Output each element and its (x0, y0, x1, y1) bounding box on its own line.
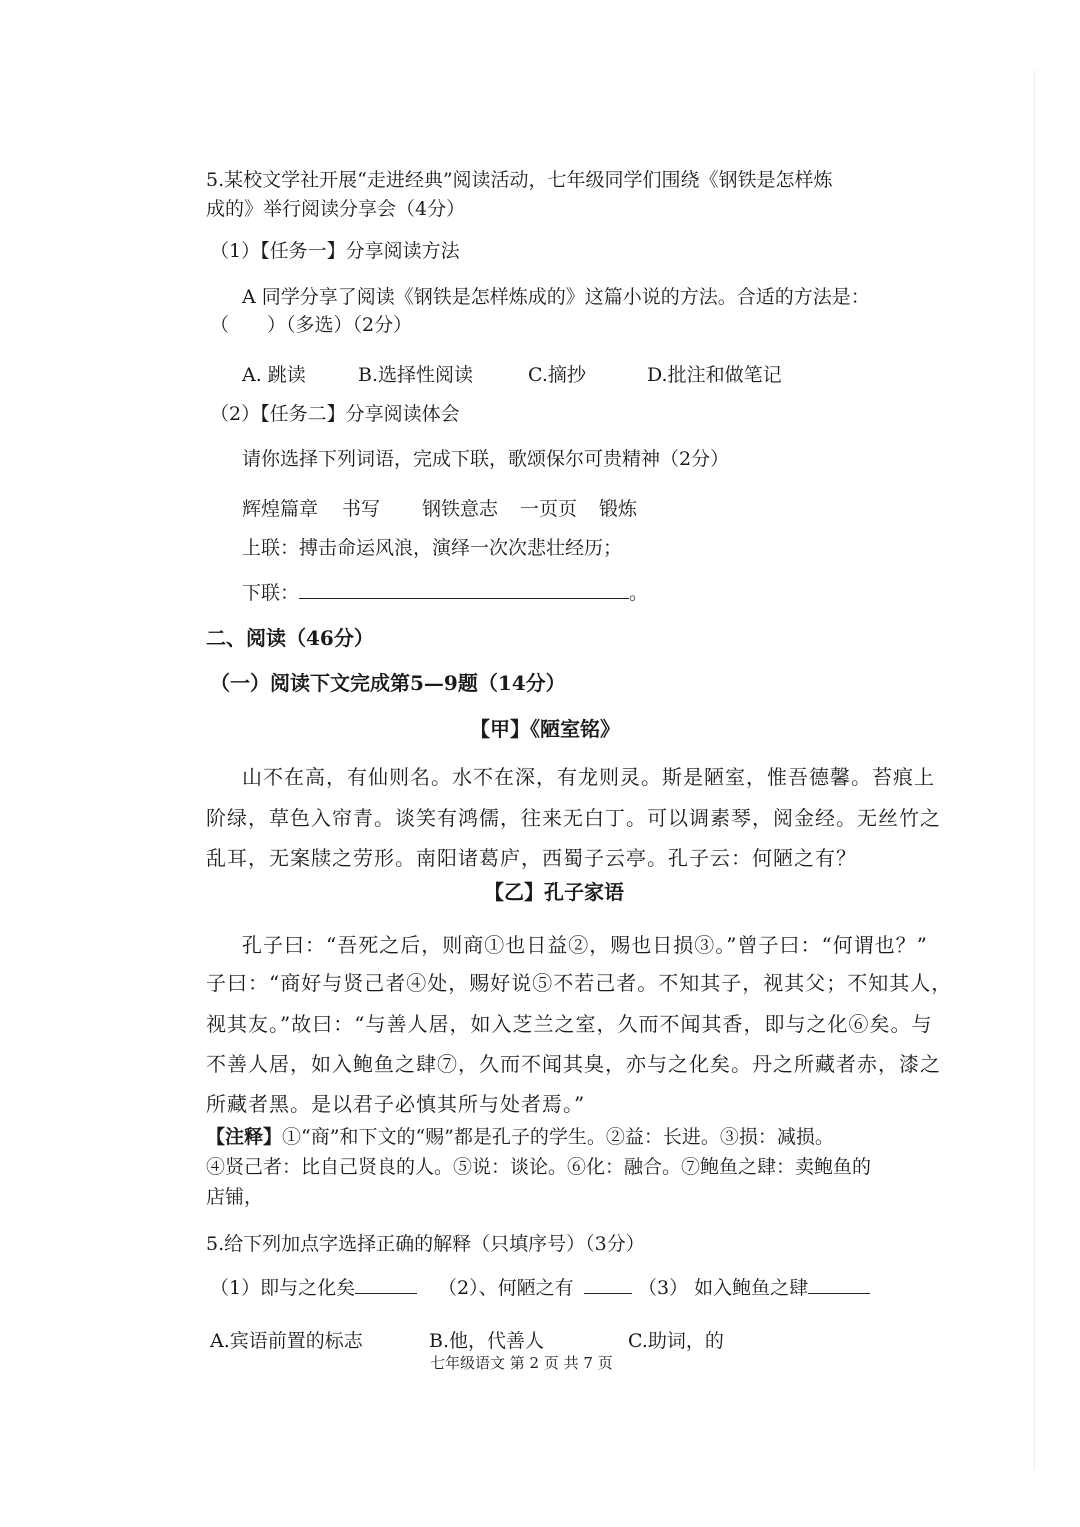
task2-instruction: 请你选择下列词语，完成下联，歌颂保尔可贵精神（2分） (242, 448, 730, 470)
notes-line1-text: ①“商”和下文的“赐”都是孔子的学生。②益：长进。③损：减损。 (282, 1126, 834, 1148)
scan-edge-line (1034, 70, 1035, 1470)
task2-heading: （2）【任务二】分享阅读体会 (210, 403, 460, 425)
section2-title: 二、阅读（46分） (206, 626, 374, 650)
q5-item2-blank[interactable] (584, 1292, 632, 1294)
word-option-2: 书写 (342, 498, 381, 520)
q5-option-b: B.他，代善人 (429, 1330, 545, 1352)
section2-part1: （一）阅读下文完成第5—9题（14分） (210, 671, 566, 695)
q5-item3-blank[interactable] (808, 1292, 870, 1294)
q5-item2-label: （2）、何陋之有 (438, 1277, 574, 1299)
word-option-3: 钢铁意志 (422, 498, 499, 520)
text-yi-line3: 视其友。”故曰：“与善人居，如入芝兰之室，久而不闻其香，即与之化⑥矣。与 (206, 1012, 933, 1036)
task1-heading: （1）【任务一】分享阅读方法 (210, 240, 460, 262)
task1-question-line2: （ ）（多选）（2分） (210, 314, 413, 336)
q5-item3-label: （3） 如入鲍鱼之肆 (638, 1277, 809, 1299)
q5-option-c: C.助词，的 (628, 1330, 724, 1352)
notes-line3: 店铺， (206, 1186, 264, 1208)
task1-option-b: B.选择性阅读 (358, 364, 474, 386)
q5-prompt: 5.给下列加点字选择正确的解释（只填序号）（3分） (206, 1233, 645, 1255)
q5-item1-blank[interactable] (355, 1292, 417, 1294)
word-option-1: 辉煌篇章 (242, 498, 319, 520)
text-jia-title: 【甲】《陋室铭》 (470, 717, 620, 741)
text-jia-line2: 阶绿，草色入帘青。谈笑有鸿儒，往来无白丁。可以调素琴，阅金经。无丝竹之 (206, 806, 941, 830)
text-yi-line5: 所藏者黑。是以君子必慎其所与处者焉。” (206, 1092, 586, 1116)
notes-label: 【注释】 (206, 1126, 283, 1148)
notes-line1 (206, 1128, 834, 1147)
couplet-lower (242, 584, 648, 603)
task1-option-d: D.批注和做笔记 (647, 364, 782, 386)
text-yi-line1: 孔子曰：“吾死之后，则商①也日益②，赐也日损③。”曾子曰：“何谓也？” (242, 933, 928, 957)
text-yi-line4: 不善人居，如入鲍鱼之肆⑦，久而不闻其臭，亦与之化矣。丹之所藏者赤，漆之 (206, 1052, 941, 1076)
text-yi-line2: 子曰：“商好与贤己者④处，赐好说⑤不若己者。不知其子，视其父；不知其人， (206, 971, 953, 995)
q5-option-a: A.宾语前置的标志 (210, 1330, 363, 1352)
task1-option-c: C.摘抄 (528, 364, 586, 386)
page-footer: 七年级语文 第 2 页 共 7 页 (430, 1354, 613, 1372)
couplet-lower-blank[interactable] (299, 597, 629, 599)
word-option-5: 锻炼 (599, 498, 638, 520)
couplet-upper: 上联：搏击命运风浪，演绎一次次悲壮经历； (242, 537, 623, 559)
notes-line2: ④贤己者：比自己贤良的人。⑤说：谈论。⑥化：融合。⑦鲍鱼之肆：卖鲍鱼的 (206, 1156, 872, 1178)
word-option-4: 一页页 (520, 498, 578, 520)
q5-intro-line2: 成的》举行阅读分享会（4分） (206, 198, 466, 220)
q5-item1 (210, 1279, 417, 1298)
q5-item1-label: （1）即与之化矣 (210, 1277, 356, 1299)
task1-question-line1: A 同学分享了阅读《钢铁是怎样炼成的》这篇小说的方法。合适的方法是： (242, 286, 870, 308)
couplet-lower-end: 。 (629, 582, 649, 604)
q5-item2 (438, 1279, 632, 1298)
text-jia-line3: 乱耳，无案牍之劳形。南阳诸葛庐，西蜀子云亭。孔子云：何陋之有？ (206, 846, 857, 870)
text-yi-title: 【乙】孔子家语 (484, 880, 624, 904)
q5-intro-line1: 5.某校文学社开展“走进经典”阅读活动，七年级同学们围绕《钢铁是怎样炼 (206, 169, 833, 191)
text-jia-line1: 山不在高，有仙则名。水不在深，有龙则灵。斯是陋室，惟吾德馨。苔痕上 (242, 765, 935, 789)
couplet-lower-label: 下联： (242, 582, 300, 604)
q5-item3 (638, 1279, 870, 1298)
task1-option-a: A. 跳读 (242, 364, 306, 386)
